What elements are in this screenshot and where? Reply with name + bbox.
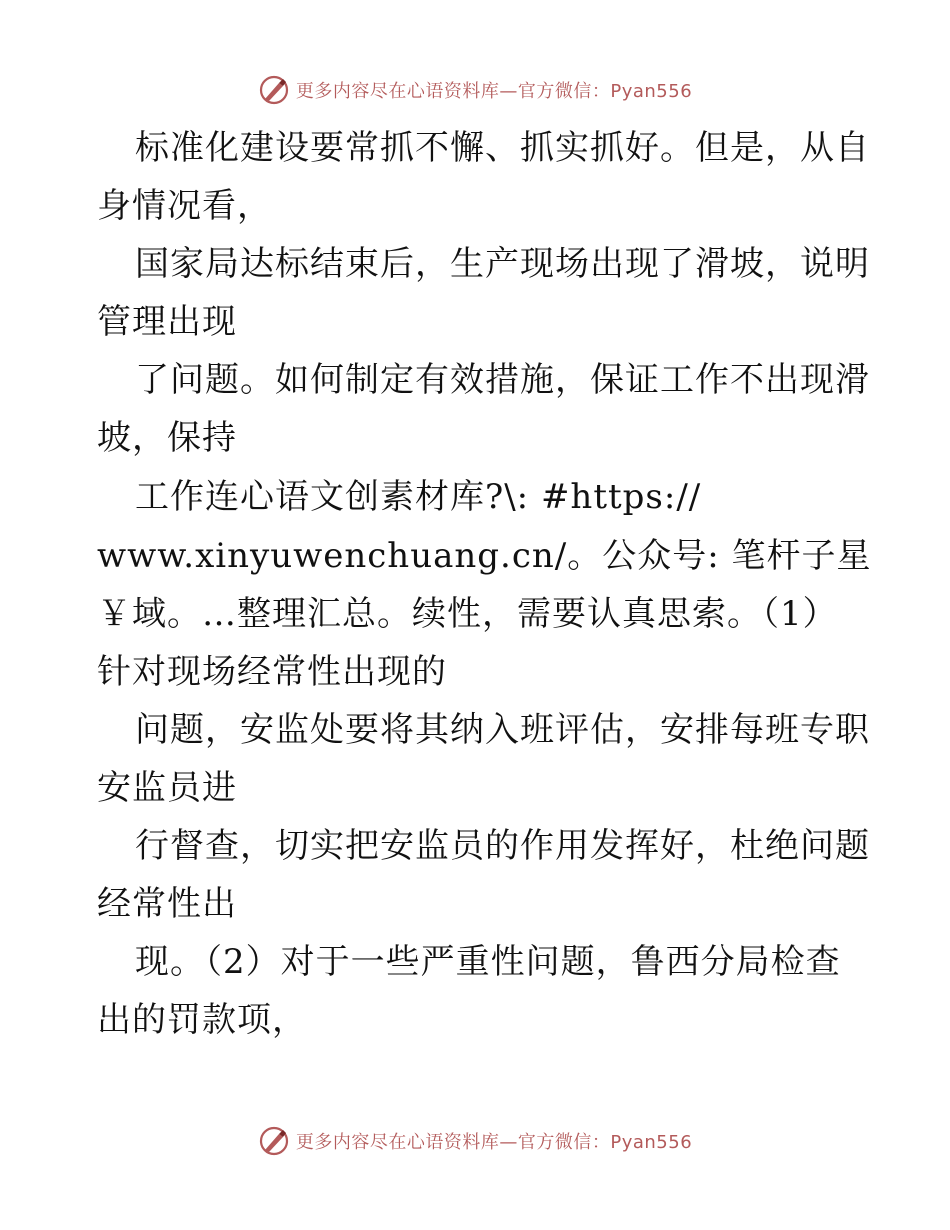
footer-banner [0, 1121, 950, 1161]
paragraph-line: 坡，保持 [97, 418, 237, 458]
paragraph-line: 了问题。如何制定有效措施，保证工作不出现滑 [135, 360, 870, 400]
paragraph-line: 国家局达标结束后，生产现场出现了滑坡，说明 [135, 244, 870, 284]
paragraph-line: 行督查，切实把安监员的作用发挥好，杜绝问题 [135, 826, 870, 866]
pen-logo-icon [258, 1125, 290, 1157]
paragraph-line: 工作连心语文创素材库?\: #https:// [135, 477, 702, 517]
paragraph-line: 安监员进 [97, 768, 237, 808]
paragraph-line: 标准化建设要常抓不懈、抓实抓好。但是，从自 [135, 128, 870, 168]
footer-banner-text: 更多内容尽在心语资料库—官方微信：Pyan556 [295, 1132, 693, 1153]
paragraph-line: 身情况看， [97, 186, 272, 226]
pen-logo-icon [258, 74, 290, 106]
paragraph-line: 管理出现 [97, 302, 237, 342]
paragraph-line: 针对现场经常性出现的 [97, 652, 447, 692]
paragraph-line: 经常性出 [97, 884, 237, 924]
paragraph-line: 问题，安监处要将其纳入班评估，安排每班专职 [135, 710, 870, 750]
header-banner-text: 更多内容尽在心语资料库—官方微信：Pyan556 [295, 81, 693, 102]
paragraph-line: ￥域。…整理汇总。续性，需要认真思索。（1） [97, 594, 838, 634]
header-banner [0, 70, 950, 110]
paragraph-line: www.xinyuwenchuang.cn/。公众号: 笔杆子星 [97, 536, 872, 576]
paragraph-line: 现。（2）对于一些严重性问题，鲁西分局检查 [135, 942, 841, 982]
paragraph-line: 出的罚款项， [97, 1000, 307, 1040]
